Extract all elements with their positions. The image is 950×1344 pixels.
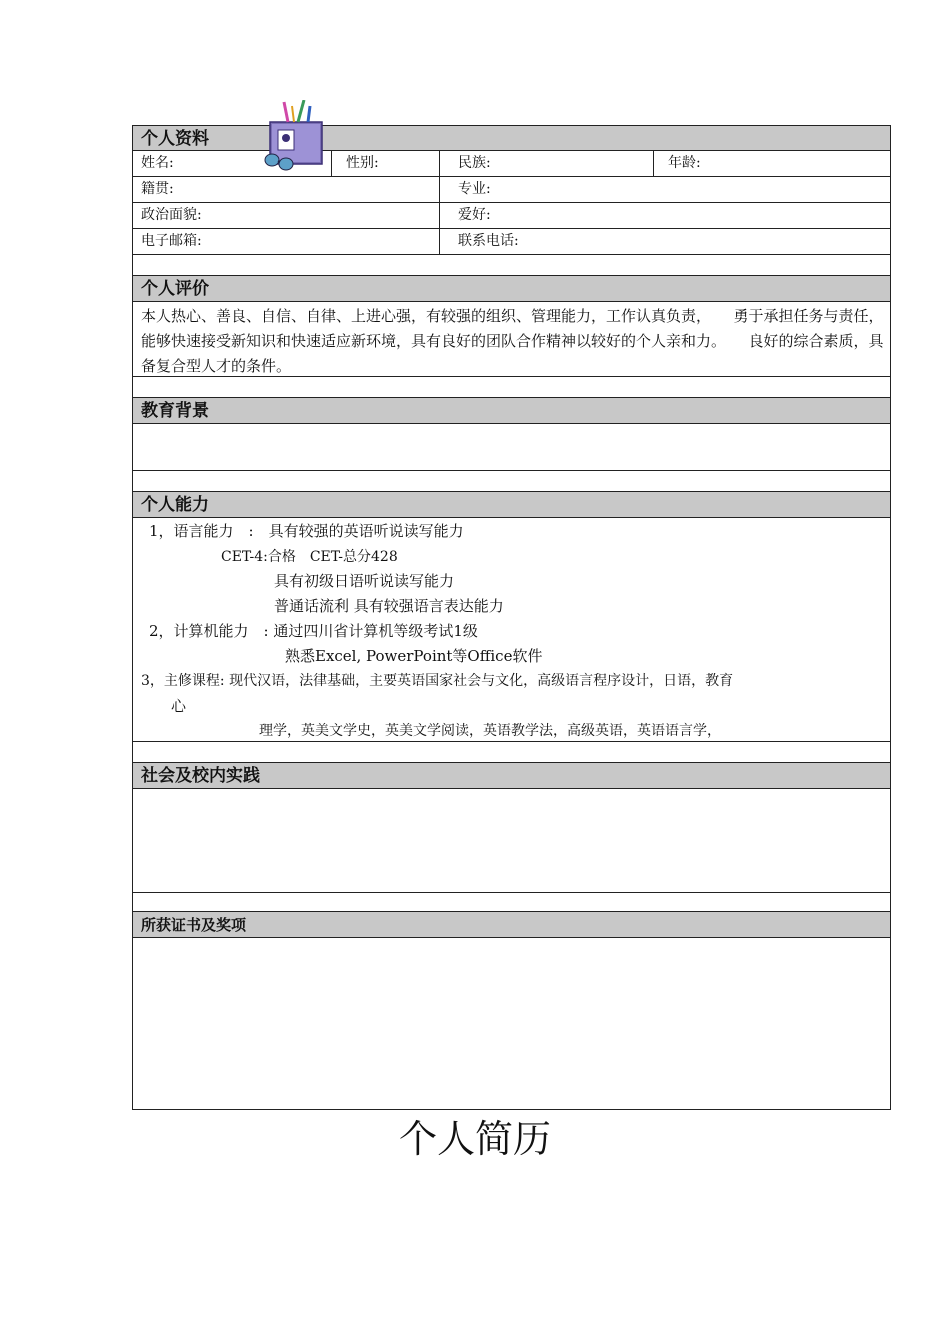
document-title: 个人简历 [398,1117,551,1161]
pencil-cup-clipart [258,100,326,172]
awards-content [132,938,891,1110]
spacer-row [132,377,891,398]
name-field: 姓名: [141,155,174,171]
ability-content [132,518,891,742]
spacer-row [132,255,891,276]
personal-row-4 [132,229,891,255]
education-content [132,424,891,471]
phone-field: 联系电话: [439,229,890,254]
ability-courses-cont: 理学，英美文学史，英美文学阅读，英语教学法，高级英语，英语语言学， [259,723,721,739]
ability-courses: 3，主修课程: 现代汉语，法律基础，主要英语国家社会与文化，高级语言程序设计，日语，教育 [141,673,734,689]
personal-row-1 [132,151,891,177]
email-field: 电子邮箱: [141,233,202,249]
gender-field: 性别: [331,151,439,176]
personal-row-3 [132,203,891,229]
ability-japanese: 具有初级日语听说读写能力 [274,572,455,590]
hobby-field: 爱好: [439,203,890,228]
ability-computer: 2，计算机能力 : 通过四川省计算机等级考试1级 [149,622,478,640]
hometown-field: 籍贯: [141,181,174,197]
section-header-evaluation: 个人评价 [132,276,891,302]
spacer-row [132,471,891,492]
major-field: 专业: [439,177,890,202]
ethnicity-field: 民族: [439,151,653,176]
spacer-row [132,742,891,763]
section-header-awards: 所获证书及奖项 [132,912,891,938]
resume-table [132,125,891,1110]
evaluation-text: 本人热心、善良、自信、自律、上进心强，有较强的组织、管理能力，工作认真负责， 勇于承担任务与责任，能够快速接受新知识和快速适应新环境，具有良好的团队合作精神以较好的个人亲和力。 良好的综合素质，具备复合型人才的条件。 [132,302,891,377]
section-header-personal: 个人资料 [132,125,891,151]
ability-mandarin: 普通话流利 具有较强语言表达能力 [274,597,504,615]
section-header-ability: 个人能力 [132,492,891,518]
practice-content [132,789,891,893]
spacer-row [132,893,891,912]
section-header-practice: 社会及校内实践 [132,763,891,789]
ability-courses-wrap: 心 [171,697,187,715]
section-header-education: 教育背景 [132,398,891,424]
political-field: 政治面貌: [141,207,202,223]
age-field: 年龄: [653,151,890,176]
ability-office: 熟悉Excel, PowerPoint等Office软件 [285,647,543,665]
personal-row-2 [132,177,891,203]
ability-language: 1，语言能力 : 具有较强的英语听说读写能力 [149,522,464,540]
ability-cet: CET-4:合格 CET-总分428 [221,549,398,565]
